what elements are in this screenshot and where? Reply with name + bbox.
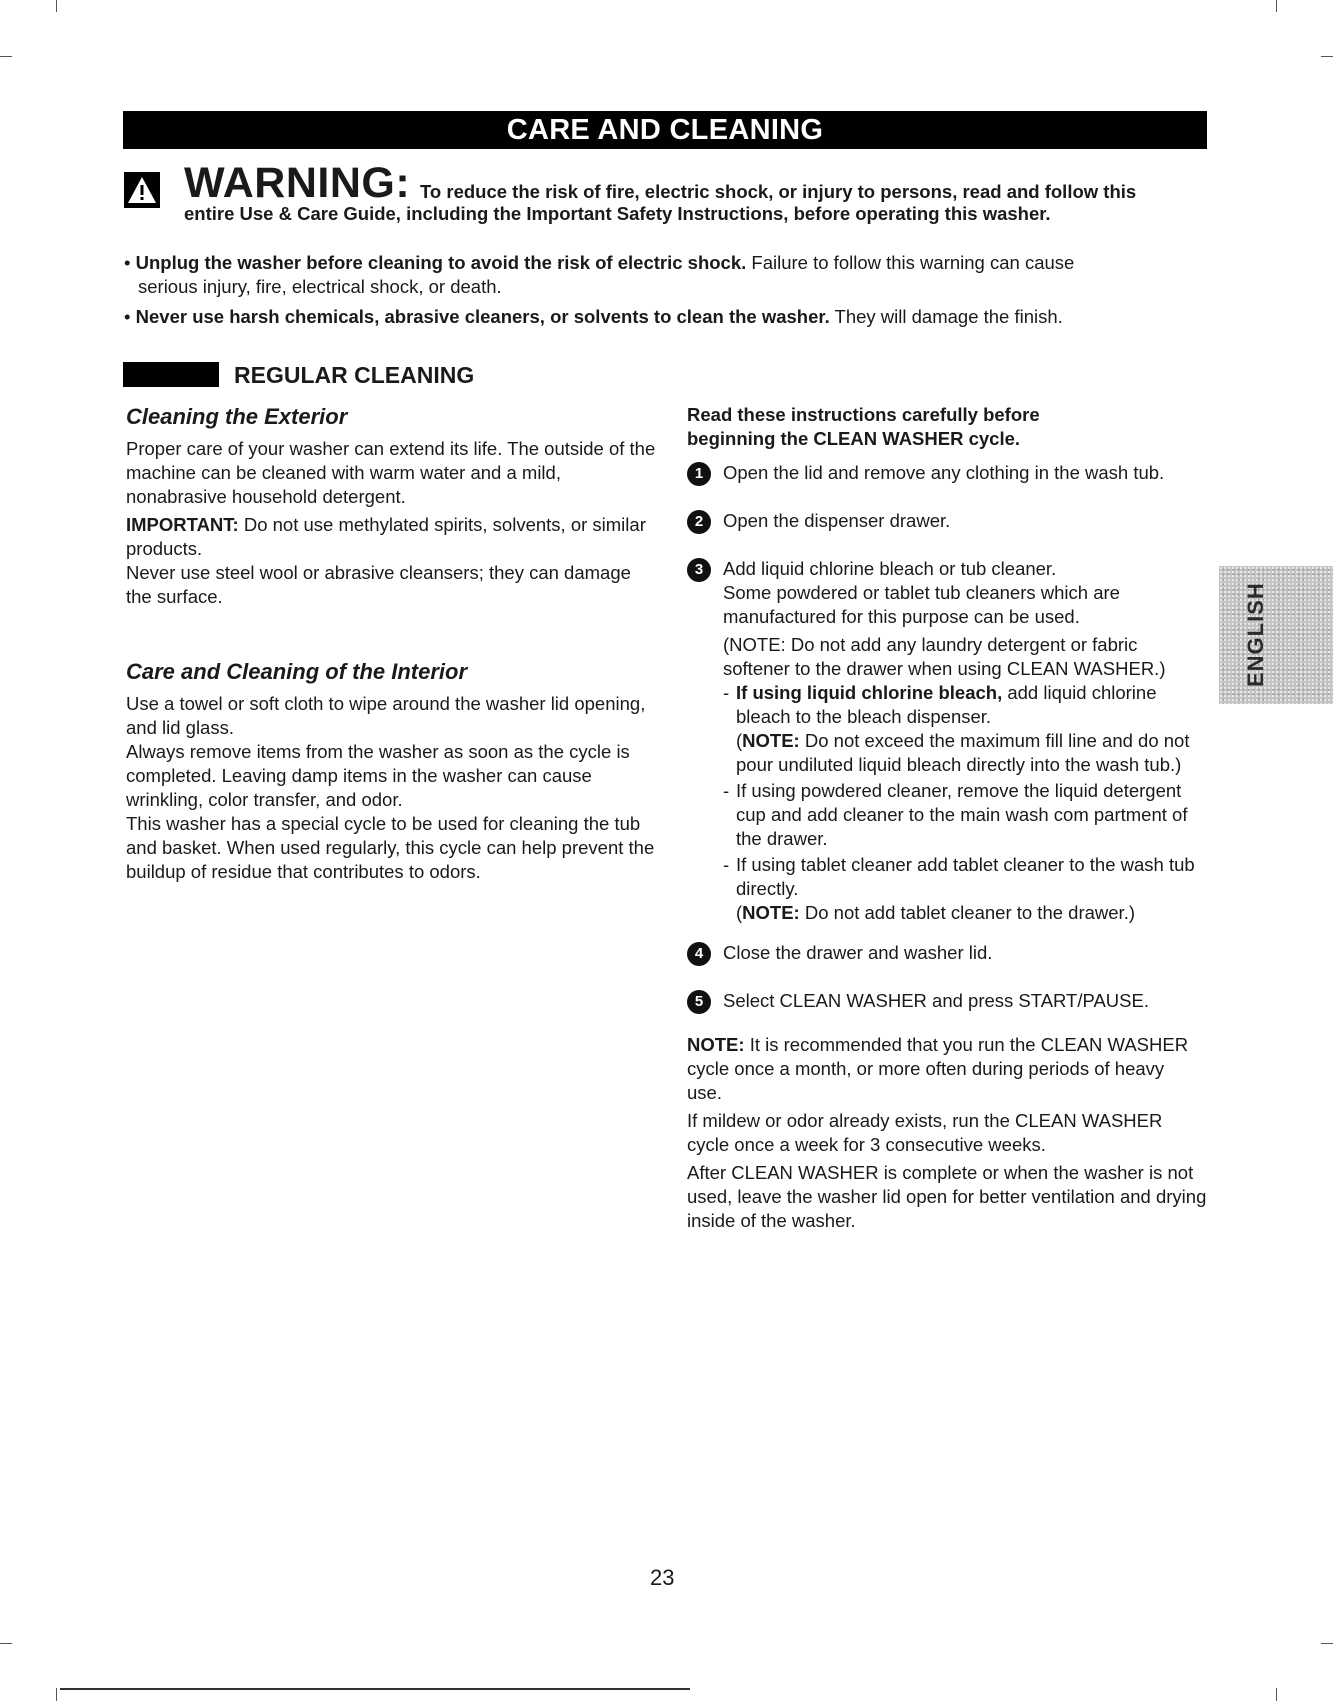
page-title: CARE AND CLEANING [123,111,1207,149]
powdered-instruction: - If using powdered cleaner, remove the liquid detergent cup and add cleaner to the main wash com partment of the drawer. [723,779,1207,851]
tablet-note-text: Do not add tablet cleaner to the drawer.) [799,902,1135,923]
interior-paragraph-1: Use a towel or soft cloth to wipe around the washer lid opening, and lid glass. [126,693,646,738]
important-paragraph [126,513,656,561]
step-number: 5 [687,990,711,1014]
tablet-note-label: NOTE: [742,902,800,923]
note-text: It is recommended that you run the CLEAN WASHER cycle once a month, or more often during periods of heavy use. [687,1034,1189,1103]
bullet-text: Failure to follow this warning can cause [746,252,1075,273]
bleach-instruction: - If using liquid chlorine bleach, add liquid chlorine bleach to the bleach dispenser. (NOTE: Do not exceed the maximum fill line and do not pour undiluted liquid bleach directly into the wash tub.) [723,681,1207,777]
steel-wool-paragraph: Never use steel wool or abrasive cleansers; they can damage the surface. [126,562,631,607]
step-2 [687,509,1207,533]
exterior-heading: Cleaning the Exterior [126,404,348,429]
step-number: 1 [687,462,711,486]
step-1 [687,461,1207,485]
interior-paragraph-2: Always remove items from the washer as soon as the cycle is completed. Leaving damp items in the washer can cause wrinkling, color transfer, and odor. [126,741,630,810]
bullet-bold-text: Never use harsh chemicals, abrasive cleaners, or solvents to clean the washer. [135,306,830,327]
tablet-text: If using tablet cleaner add tablet cleaner to the wash tub directly. [736,854,1195,899]
recommendation-note [687,1033,1197,1105]
crop-mark [1321,1643,1333,1644]
important-text: Do not use methylated spirits, solvents, or similar products. [126,514,646,559]
step-text: Open the lid and remove any clothing in the wash tub. [723,462,1165,483]
crop-mark [1276,0,1277,12]
bullet-bold-text: Unplug the washer before cleaning to avoid the risk of electric shock. [135,252,747,273]
warning-triangle-icon [124,172,160,208]
crop-mark [1276,1688,1277,1701]
important-label: IMPORTANT: [126,514,239,535]
bottom-rule [60,1688,690,1690]
language-tab [1219,566,1333,704]
section-title: REGULAR CLEANING [234,362,475,388]
language-tab-label: ENGLISH [1243,582,1268,688]
mildew-paragraph: If mildew or odor already exists, run the CLEAN WASHER cycle once a week for 3 consecutive weeks. [687,1110,1163,1155]
step-number: 2 [687,510,711,534]
crop-mark [56,0,57,12]
step-text: Add liquid chlorine bleach or tub cleaner. [723,558,1057,579]
page-number: 23 [650,1565,675,1590]
note-label: NOTE: [687,1034,745,1055]
crop-mark [0,1643,12,1644]
step-4 [687,941,1207,965]
step-text: Open the dispenser drawer. [723,510,951,531]
step-subtext: Some powdered or tablet tub cleaners which are manufactured for this purpose can be used. [723,582,1120,627]
bullet-text: They will damage the finish. [829,306,1063,327]
bleach-note-label: NOTE: [742,730,800,751]
instructions-intro: Read these instructions carefully before beginning the CLEAN WASHER cycle. [687,404,1040,449]
bullet-continuation: serious injury, fire, electrical shock, or death. [138,276,502,297]
step-3-note: (NOTE: Do not add any laundry detergent or fabric softener to the drawer when using CLEAN WASHER.) [723,634,1166,679]
safety-bullet-chemicals: • Never use harsh chemicals, abrasive cleaners, or solvents to clean the washer. They will damage the finish. [124,306,1063,327]
step-text: Select CLEAN WASHER and press START/PAUSE. [723,990,1149,1011]
clean-washer-instructions [687,403,1207,1233]
crop-mark [0,56,12,57]
step-number: 4 [687,942,711,966]
exterior-paragraph: Proper care of your washer can extend its life. The outside of the machine can be cleaned with warm water and a mild, nonabrasive household detergent. [126,438,656,507]
step-text: Close the drawer and washer lid. [723,942,993,963]
safety-bullet-unplug: • Unplug the washer before cleaning to avoid the risk of electric shock. Failure to follow this warning can cause serious injury, fire, electrical shock, or death. [124,251,1214,299]
warning-text-line1: To reduce the risk of fire, electric shock, or injury to persons, read and follow this [420,181,1137,202]
step-5 [687,989,1207,1013]
warning-label: WARNING: [184,159,411,207]
exterior-section [126,403,656,609]
warning-text-line2: entire Use & Care Guide, including the Important Safety Instructions, before operating this washer. [184,203,1051,224]
bleach-bold: If using liquid chlorine bleach, [736,682,1003,703]
after-cleaning-paragraph: After CLEAN WASHER is complete or when the washer is not used, leave the washer lid open for better ventilation and drying inside of the washer. [687,1162,1207,1231]
step-number: 3 [687,558,711,582]
bleach-text: add liquid chlorine bleach to the bleach dispenser. [736,682,1157,727]
step-3 [687,557,1207,925]
tablet-instruction: - If using tablet cleaner add tablet cleaner to the wash tub directly. (NOTE: Do not add tablet cleaner to the drawer.) [723,853,1207,925]
interior-section [126,658,656,884]
interior-heading: Care and Cleaning of the Interior [126,659,468,684]
crop-mark [1321,56,1333,57]
bleach-note-text: Do not exceed the maximum fill line and do not pour undiluted liquid bleach directly into the wash tub.) [736,730,1190,775]
crop-mark [56,1688,57,1701]
interior-paragraph-3: This washer has a special cycle to be used for cleaning the tub and basket. When used regularly, this cycle can help prevent the buildup of residue that contributes to odors. [126,813,655,882]
section-marker [123,362,219,387]
